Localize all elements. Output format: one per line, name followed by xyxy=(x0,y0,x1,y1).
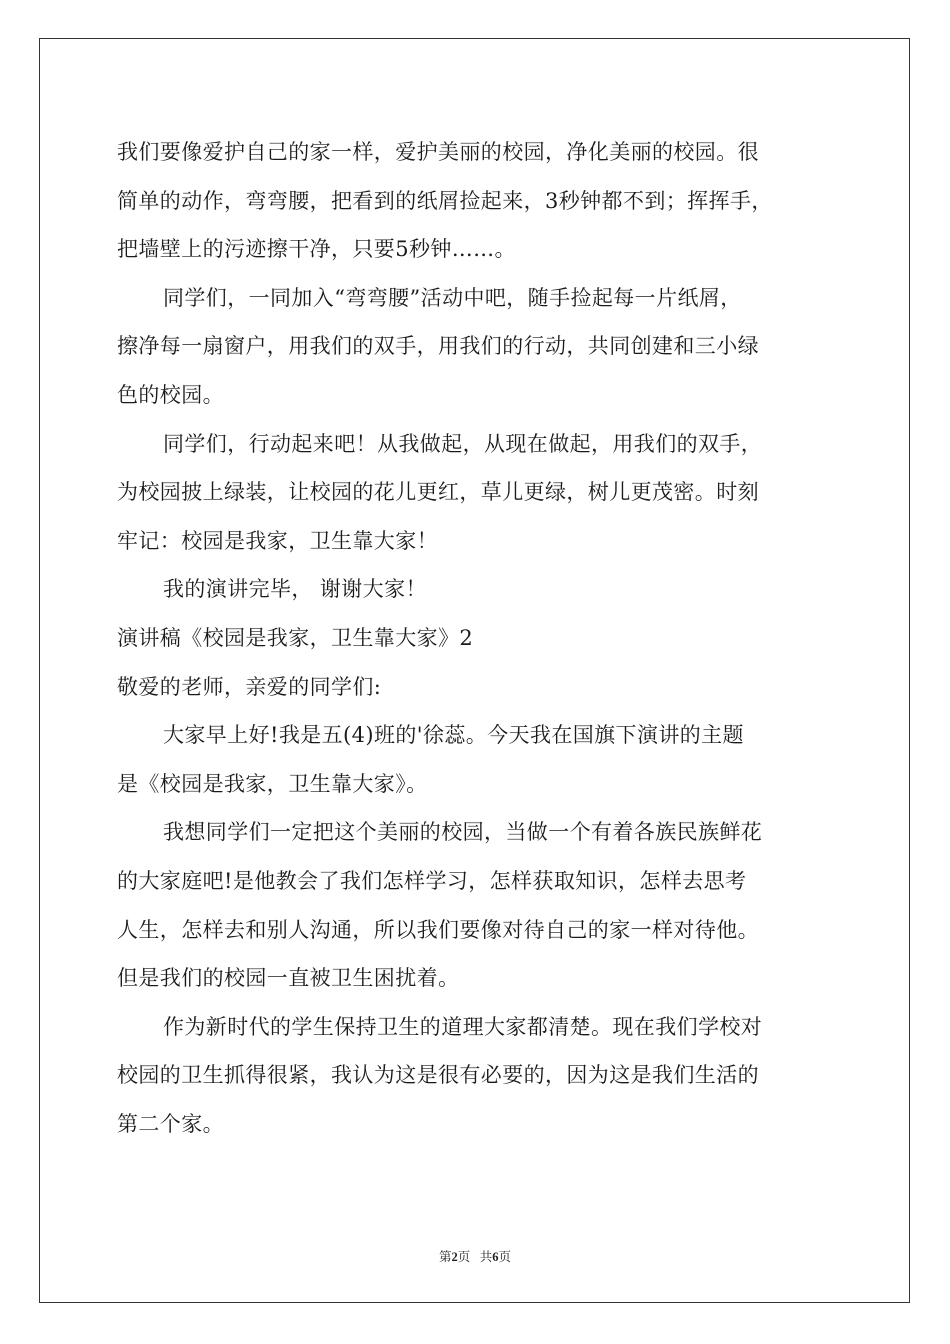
text-line: 人生，怎样去和别人沟通，所以我们要像对待自己的家一样对待他。 xyxy=(117,917,759,942)
total-page-count: 6 xyxy=(492,1250,499,1264)
text-line: 简单的动作，弯弯腰，把看到的纸屑捡起来，3秒钟都不到；挥挥手， xyxy=(117,188,773,213)
text-line: 演讲稿《校园是我家，卫生靠大家》2 xyxy=(117,625,474,650)
footer-total-suffix: 页 xyxy=(498,1250,511,1264)
text-line: 作为新时代的学生保持卫生的道理大家都清楚。现在我们学校对 xyxy=(163,1014,763,1039)
footer-prefix: 第 xyxy=(439,1250,452,1264)
text-line: 大家早上好!我是五(4)班的'徐蕊。今天我在国旗下演讲的主题 xyxy=(163,723,744,748)
document-body xyxy=(117,128,837,1148)
text-line: 第二个家。 xyxy=(117,1111,224,1136)
text-line: 敬爱的老师，亲爱的同学们: xyxy=(117,674,382,699)
text-line: 牢记：校园是我家，卫生靠大家！ xyxy=(117,528,438,553)
page-footer xyxy=(0,1247,950,1265)
text-line: 校园的卫生抓得很紧，我认为这是很有必要的，因为这是我们生活的 xyxy=(117,1063,759,1088)
text-line: 但是我们的校园一直被卫生困扰着。 xyxy=(117,966,460,991)
text-line: 我的演讲完毕， 谢谢大家！ xyxy=(163,577,427,602)
footer-total-prefix: 共 xyxy=(479,1250,493,1264)
text-line: 擦净每一扇窗户，用我们的双手，用我们的行动，共同创建和三小绿 xyxy=(117,334,759,359)
text-line: 是《校园是我家，卫生靠大家》。 xyxy=(117,771,428,796)
text-line: 同学们，行动起来吧！从我做起，从现在做起，用我们的双手， xyxy=(163,431,763,456)
text-line: 色的校园。 xyxy=(117,382,224,407)
text-line: 我们要像爱护自己的家一样，爱护美丽的校园，净化美丽的校园。很 xyxy=(117,140,759,164)
text-line: 我想同学们一定把这个美丽的校园，当做一个有着各族民族鲜花 xyxy=(163,820,763,845)
footer-page-suffix: 页 xyxy=(457,1250,471,1264)
text-line: 把墙壁上的污迹擦干净，只要5秒钟……。 xyxy=(117,237,516,262)
text-line: 的大家庭吧!是他教会了我们怎样学习，怎样获取知识，怎样去思考 xyxy=(117,868,747,893)
current-page-number: 2 xyxy=(451,1250,458,1264)
text-line: 为校园披上绿装，让校园的花儿更红，草儿更绿，树儿更茂密。时刻 xyxy=(117,480,759,505)
text-line: 同学们，一同加入“弯弯腰”活动中吧，随手捡起每一片纸屑， xyxy=(163,285,742,310)
